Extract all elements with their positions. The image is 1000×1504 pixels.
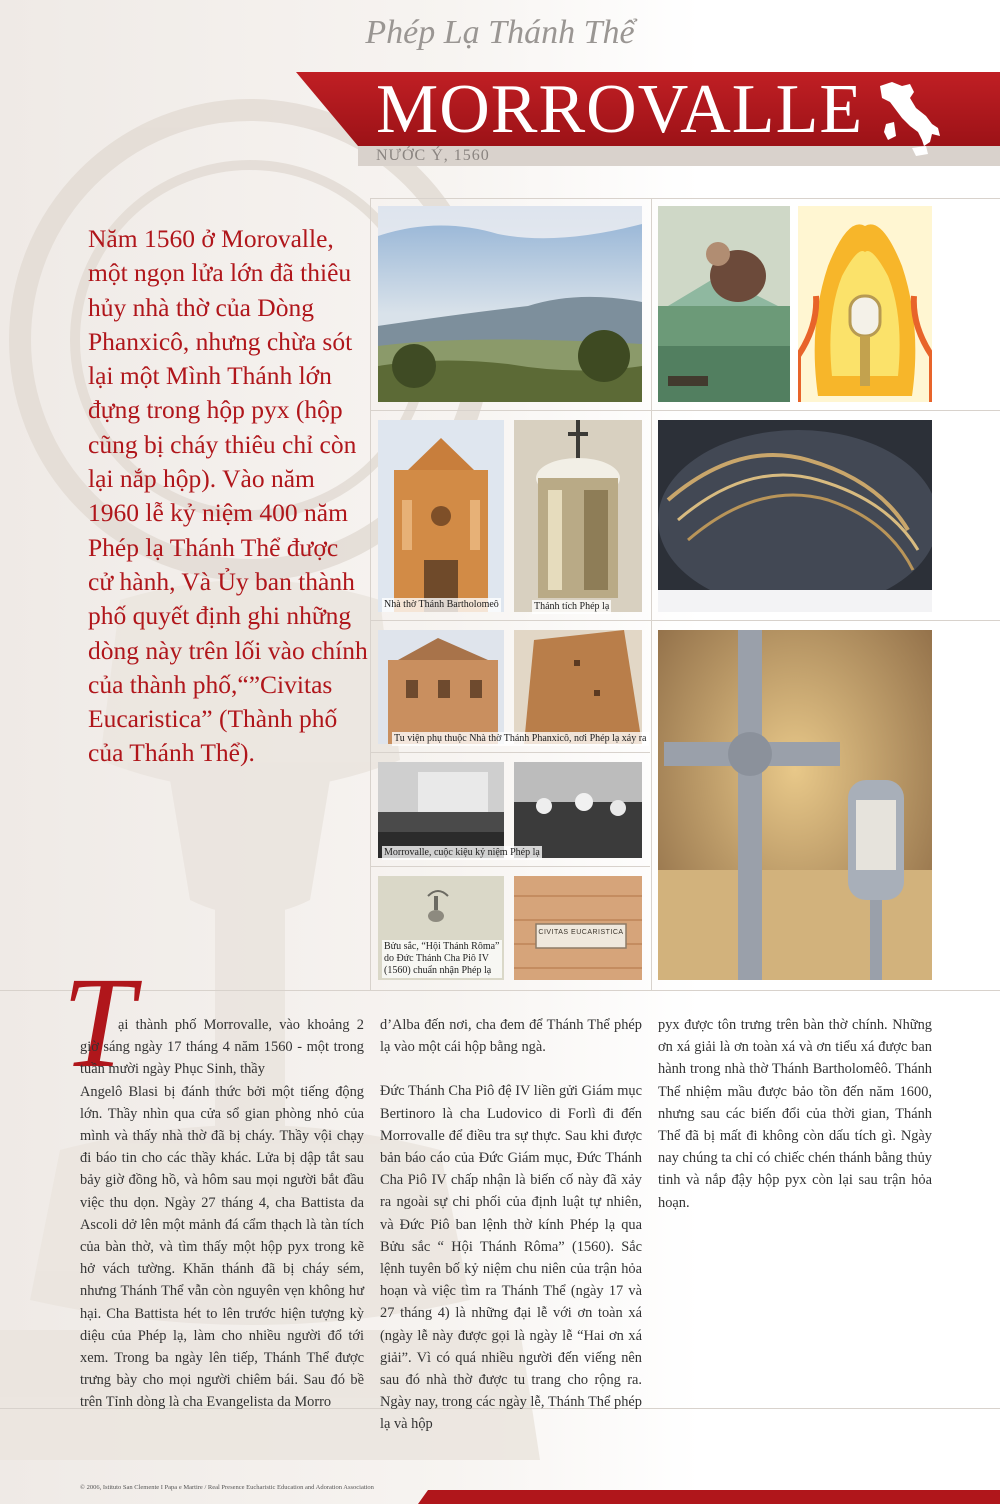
drop-cap: T — [62, 951, 135, 1095]
intro-text: Năm 1560 ở Morovalle, một ngọn lửa lớn đã thiêu hủy nhà thờ của Dòng Phanxicô, nhưng chừa sót lại một Mình Thánh lớn đựng trong hộp pyx (hộp cũng bị cháy thiêu chỉ còn lại nắp hộp). Vào năm 1960 lễ kỷ niệm 400 năm Phép lạ Thánh Thể được cử hành, Và Ủy ban thành phố quyết định ghi những dòng này trên lối vào chính của thành phố,“”Civitas Eucaristica” (Thành phố của Thánh Thể). — [88, 224, 368, 768]
photo-landscape — [378, 206, 642, 402]
photo-church-facade — [378, 420, 504, 612]
photo-flame-monstrance — [798, 206, 932, 402]
article-column-2 — [380, 1014, 642, 1458]
article-col1-rest: Angelô Blasi bị đánh thức bởi một tiếng động lớn. Thầy nhìn qua cửa sổ gian phòng nhỏ của mình và thấy nhà thờ đã bị cháy. Thầy vội chạy đi báo tin cho các thầy khác. Lửa bị dập tắt sau bảy giờ đồng hồ, và hôm sau mọi người bắt đầu việc thu dọn. Ngày 27 tháng 4, cha Battista da Ascoli dở lên một mảnh đá cẩm thạch là tàn tích của bàn thờ, và tìm thấy một hộp pyx trong kẽ hở vách tường. Khăn thánh đã bị cháy sém, nhưng Thánh Thể vẫn còn nguyên vẹn không hư hại. Cha Battista hét to lên trước hiện tượng kỳ diệu của Phép lạ, làm cho nhiều người đổ tới xem. Trong ba ngày lên tiếp, Thánh Thể được trưng bày cho mọi người chiêm bái. Sau đó bề trên Tỉnh dòng là cha Evangelista da Morro — [80, 1083, 364, 1411]
photo-painting-altar — [658, 206, 790, 402]
caption-papal-bull: Bửu sắc, “Hội Thánh Rôma” do Đức Thánh Cha Piô IV (1560) chuẩn nhận Phép lạ — [382, 940, 502, 978]
caption-convent: Tu viện phụ thuộc Nhà thờ Thánh Phanxicô, nơi Phép lạ xảy ra — [394, 733, 647, 744]
caption-church: Nhà thờ Thánh Bartholomeô — [384, 599, 499, 610]
photo-procession-crowd — [514, 762, 642, 858]
italy-map-icon — [872, 80, 942, 166]
caption-relic: Thánh tích Phép lạ — [534, 601, 610, 612]
page-title: MORROVALLE — [376, 71, 864, 148]
article-col3-p1: pyx được tôn trưng trên bàn thờ chính. Những ơn xá giải là ơn toàn xá và ơn tiểu xá được ban hành trong nhà thờ Thánh Bartholomêô. Thánh Thể nhiệm mầu được bảo tồn đến năm 1600, nhưng sau các biến đổi của thời gian, Thánh Thể đã bị mất đi không còn dấu tích gì. Ngày nay chúng ta chỉ có chiếc chén thánh bằng thủy tinh và nắp đậy hộp pyx còn lại sau trận hỏa hoạn. — [658, 1017, 932, 1211]
photo-cross-reliquary — [658, 630, 932, 980]
photo-procession — [378, 762, 504, 858]
photo-relic — [514, 420, 642, 612]
grid-line — [370, 620, 1000, 621]
grid-line — [0, 990, 1000, 991]
article-column-3 — [658, 1014, 932, 1236]
article-col1-first: ại thành phố Morrovalle, vào khoảng 2 giờ sáng ngày 17 tháng 4 năm 1560 - một trong tuần mười ngày Phục Sinh, thầy — [80, 1017, 364, 1078]
grid-line — [370, 198, 1000, 199]
grid-line — [651, 198, 652, 990]
grid-line — [370, 198, 371, 990]
photo-convent — [378, 630, 504, 744]
grid-line — [370, 410, 1000, 411]
page-subtitle: Phép Lạ Thánh Thể — [365, 14, 635, 51]
photo-relic-closeup — [658, 420, 932, 612]
article-col2-p1: d’Alba đến nơi, cha đem để Thánh Thể phép lạ vào một cái hộp bằng ngà. — [380, 1017, 642, 1056]
grid-line — [370, 866, 650, 867]
copyright-footer: © 2006, Istituto San Clemente I Papa e Martire / Real Presence Eucharistic Education and Adoration Association — [80, 1484, 374, 1491]
grid-line — [370, 752, 650, 753]
article-column-1 — [80, 1014, 364, 1436]
plaque-text: CIVITAS EUCARISTICA — [538, 929, 624, 936]
photo-plaque — [514, 876, 642, 980]
photo-brick-wall — [514, 630, 642, 744]
article-col2-p2: Đức Thánh Cha Piô đệ IV liền gửi Giám mục Bertinoro là cha Ludovico di Forlì đi đến Morrovalle để điều tra sự thực. Sau khi được bản báo cáo của Đức Giám mục, Đức Thánh Cha Piô IV chấp nhận là biến cố này đã xảy ra ngoài sự chi phối của định luật tự nhiên, và Đức Piô ban lệnh thờ kính Phép lạ qua Bửu sắc “ Hội Thánh Rôma” (1560). Sắc lệnh tuyên bố kỷ niệm chu niên của trận hỏa hoạn và việc tìm ra Thánh Thể (ngày 17 và 27 tháng 4) là những đại lễ với ơn toàn xá (ngày lễ này được gọi là ngày lễ “Hai ơn xá giải”. Vì có quá nhiều người đến viếng nên sau đó nhà thờ được tu trang cho rộng ra. Ngày nay, trong các ngày lễ, Thánh Thể phép lạ và hộp — [380, 1083, 642, 1433]
country-year: NƯỚC Ý, 1560 — [376, 147, 490, 164]
caption-procession: Morrovalle, cuộc kiệu kỷ niệm Phép lạ — [384, 847, 540, 858]
bottom-red-bar — [418, 1490, 1000, 1504]
